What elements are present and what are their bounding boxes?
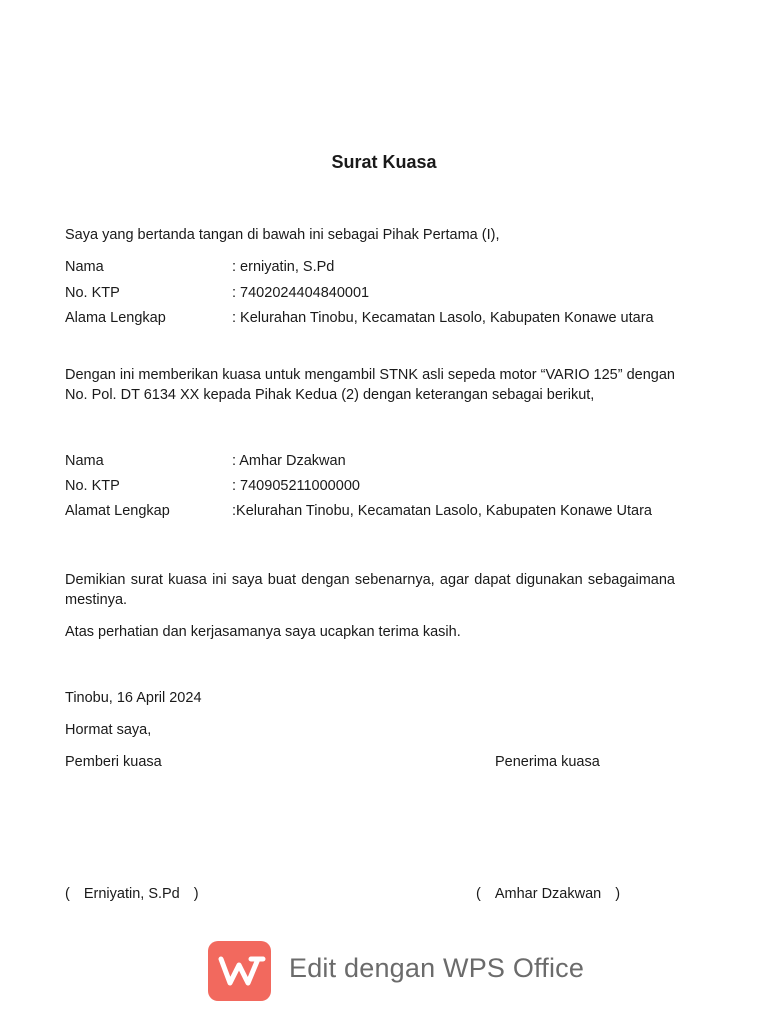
- wps-office-icon: [208, 941, 271, 1001]
- paren-open: (: [65, 886, 70, 902]
- document-title: Surat Kuasa: [331, 152, 437, 172]
- field-value: : 7402024404840001: [232, 285, 370, 301]
- giver-name: Erniyatin, S.Pd: [83, 886, 180, 902]
- paren-close: ): [193, 886, 199, 902]
- field-label: Alama Lengkap: [65, 310, 166, 326]
- field-value: : erniyatin, S.Pd: [232, 259, 335, 275]
- field-value: :Kelurahan Tinobu, Kecamatan Lasolo, Kabupaten Konawe Utara: [232, 503, 652, 519]
- wps-edit-link[interactable]: [208, 941, 598, 1001]
- receiver-label: Penerima kuasa: [495, 754, 600, 770]
- paren-close: ): [615, 886, 621, 902]
- field-label: No. KTP: [65, 478, 120, 494]
- closing-paragraph: Demikian surat kuasa ini saya buat dengan sebenarnya, agar dapat digunakan sebagaimana mestinya.: [65, 572, 675, 608]
- mandate-paragraph: Dengan ini memberikan kuasa untuk mengambil STNK asli sepeda motor “VARIO 125” dengan No. Pol. DT 6134 XX kepada Pihak Kedua (2) dengan keterangan sebagai berikut,: [65, 367, 675, 403]
- giver-label: Pemberi kuasa: [65, 754, 162, 770]
- field-value: : 740905211000000: [232, 478, 360, 494]
- field-value: : Kelurahan Tinobu, Kecamatan Lasolo, Kabupaten Konawe utara: [232, 310, 654, 326]
- field-value: : Amhar Dzakwan: [232, 453, 346, 469]
- giver-signature: [65, 884, 199, 904]
- field-label: Nama: [65, 259, 104, 275]
- regards-text: Hormat saya,: [65, 722, 152, 738]
- intro-text: Saya yang bertanda tangan di bawah ini sebagai Pihak Pertama (I),: [65, 227, 500, 243]
- paren-open: (: [476, 886, 481, 902]
- receiver-signature: [476, 884, 620, 904]
- thanks-text: Atas perhatian dan kerjasamanya saya ucapkan terima kasih.: [65, 624, 461, 640]
- place-date: Tinobu, 16 April 2024: [65, 690, 202, 706]
- field-label: Nama: [65, 453, 104, 469]
- field-label: No. KTP: [65, 285, 120, 301]
- field-label: Alamat Lengkap: [65, 503, 170, 519]
- wps-edit-label: Edit dengan WPS Office: [289, 953, 585, 983]
- receiver-name: Amhar Dzakwan: [494, 886, 602, 902]
